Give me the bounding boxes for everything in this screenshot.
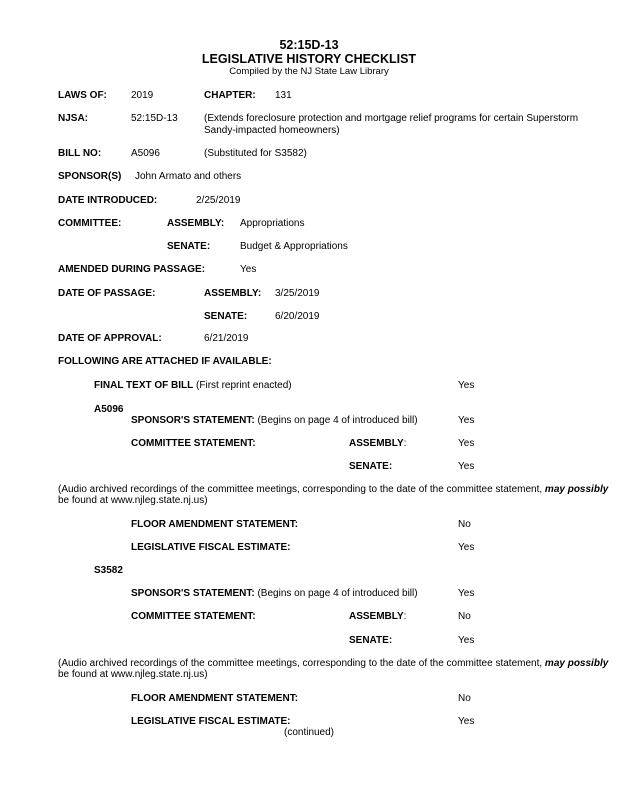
committee-statement-label: COMMITTEE STATEMENT: xyxy=(131,438,256,449)
sponsor-statement-note: (Begins on page 4 of introduced bill) xyxy=(257,415,418,426)
amended-value: Yes xyxy=(240,264,257,275)
committee-senate-value: Budget & Appropriations xyxy=(240,241,348,252)
committee-statement-assembly-label: ASSEMBLY xyxy=(349,611,404,622)
date-introduced-label: DATE INTRODUCED: xyxy=(58,195,158,206)
audio-note-emphasis: may possibly xyxy=(544,658,609,669)
attached-heading: FOLLOWING ARE ATTACHED IF AVAILABLE: xyxy=(58,356,272,367)
final-text-row xyxy=(94,380,292,392)
sponsor-statement-row xyxy=(131,415,418,427)
njsa-label: NJSA: xyxy=(58,113,89,124)
committee-statement-label: COMMITTEE STATEMENT: xyxy=(131,611,256,622)
bill-id-s3582: S3582 xyxy=(94,565,123,576)
sponsor-statement-note: (Begins on page 4 of introduced bill) xyxy=(257,588,418,599)
audio-note-text: (Audio archived recordings of the committee meetings, corresponding to the date of the committee statement, xyxy=(58,484,545,495)
audio-note-line2: be found at www.njleg.state.nj.us) xyxy=(58,495,208,506)
committee-statement-assembly-colon: : xyxy=(403,611,407,622)
committee-statement-senate-label: SENATE: xyxy=(349,461,393,472)
fiscal-estimate-label: LEGISLATIVE FISCAL ESTIMATE: xyxy=(131,542,291,553)
committee-statement-assembly-label: ASSEMBLY xyxy=(349,438,404,449)
sponsor-statement-label: SPONSOR'S STATEMENT: xyxy=(131,415,255,426)
committee-label: COMMITTEE: xyxy=(58,218,122,229)
njsa-description-line1: (Extends foreclosure protection and mortgage relief programs for certain Superstorm xyxy=(204,113,579,124)
njsa-description-line2: Sandy-impacted homeowners) xyxy=(204,125,340,136)
committee-statement-senate-label: SENATE: xyxy=(349,635,393,646)
sponsor-statement-label: SPONSOR'S STATEMENT: xyxy=(131,588,255,599)
passage-assembly-value: 3/25/2019 xyxy=(275,288,320,299)
laws-of-value: 2019 xyxy=(131,90,154,101)
committee-assembly-value: Appropriations xyxy=(240,218,305,229)
final-text-value: Yes xyxy=(458,380,475,391)
document-title: LEGISLATIVE HISTORY CHECKLIST xyxy=(201,52,417,66)
date-of-approval-label: DATE OF APPROVAL: xyxy=(58,333,162,344)
floor-amendment-value: No xyxy=(458,693,471,704)
committee-statement-assembly xyxy=(349,611,406,623)
committee-statement-senate-value: Yes xyxy=(458,461,475,472)
passage-assembly-label: ASSEMBLY: xyxy=(204,288,262,299)
chapter-label: CHAPTER: xyxy=(204,90,256,101)
committee-statement-assembly xyxy=(349,438,406,450)
floor-amendment-value: No xyxy=(458,519,471,530)
committee-statement-assembly-value: Yes xyxy=(458,438,475,449)
committee-statement-assembly-value: No xyxy=(458,611,471,622)
amended-label: AMENDED DURING PASSAGE: xyxy=(58,264,206,275)
audio-note-line2: be found at www.njleg.state.nj.us) xyxy=(58,669,208,680)
audio-note-emphasis: may possibly xyxy=(544,484,609,495)
sponsor-statement-row xyxy=(131,588,418,600)
fiscal-estimate-value: Yes xyxy=(458,716,475,727)
committee-statement-assembly-colon: : xyxy=(403,438,407,449)
chapter-value: 131 xyxy=(275,90,292,101)
floor-amendment-label: FLOOR AMENDMENT STATEMENT: xyxy=(131,519,299,530)
final-text-label: FINAL TEXT OF BILL xyxy=(94,380,194,391)
passage-senate-label: SENATE: xyxy=(204,311,248,322)
laws-of-label: LAWS OF: xyxy=(58,90,107,101)
fiscal-estimate-value: Yes xyxy=(458,542,475,553)
compiled-by: Compiled by the NJ State Law Library xyxy=(229,66,389,77)
sponsors-label: SPONSOR(S) xyxy=(58,171,122,182)
date-of-approval-value: 6/21/2019 xyxy=(204,333,249,344)
document-code: 52:15D-13 xyxy=(279,38,339,52)
bill-no-value: A5096 xyxy=(131,148,160,159)
sponsor-statement-value: Yes xyxy=(458,588,475,599)
date-introduced-value: 2/25/2019 xyxy=(196,195,241,206)
date-of-passage-label: DATE OF PASSAGE: xyxy=(58,288,156,299)
sponsors-value: John Armato and others xyxy=(135,171,242,182)
committee-statement-senate-value: Yes xyxy=(458,635,475,646)
bill-id-a5096: A5096 xyxy=(94,404,124,415)
audio-note-text: (Audio archived recordings of the committee meetings, corresponding to the date of the committee statement, xyxy=(58,658,545,669)
committee-senate-label: SENATE: xyxy=(167,241,211,252)
bill-no-label: BILL NO: xyxy=(58,148,102,159)
committee-assembly-label: ASSEMBLY: xyxy=(167,218,225,229)
fiscal-estimate-label: LEGISLATIVE FISCAL ESTIMATE: xyxy=(131,716,291,727)
njsa-value: 52:15D-13 xyxy=(131,113,178,124)
final-text-note: (First reprint enacted) xyxy=(196,380,292,391)
floor-amendment-label: FLOOR AMENDMENT STATEMENT: xyxy=(131,693,299,704)
continued-note: (continued) xyxy=(283,727,335,738)
passage-senate-value: 6/20/2019 xyxy=(275,311,320,322)
sponsor-statement-value: Yes xyxy=(458,415,475,426)
bill-substitution-note: (Substituted for S3582) xyxy=(204,148,307,159)
